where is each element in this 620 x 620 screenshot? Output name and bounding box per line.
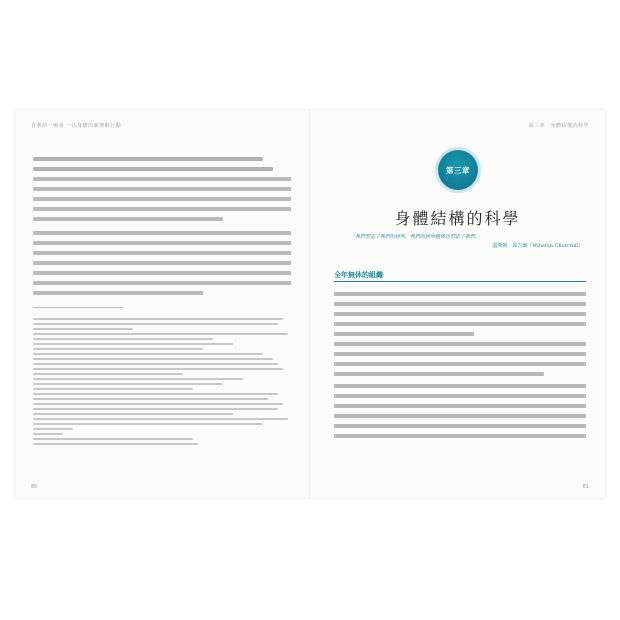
note-line	[33, 333, 288, 335]
body-text-line	[334, 292, 586, 296]
book-spread	[15, 110, 605, 498]
note-line	[33, 418, 288, 420]
note-line	[33, 393, 278, 395]
body-text-line	[33, 231, 291, 235]
right-page	[310, 110, 605, 498]
body-text-line	[33, 261, 291, 265]
left-page	[15, 110, 310, 498]
note-line	[33, 428, 73, 430]
note-line	[33, 438, 193, 440]
body-text-line	[334, 414, 586, 418]
section-rule	[334, 281, 586, 282]
note-line	[33, 378, 243, 380]
body-text-line	[334, 312, 586, 316]
note-line	[33, 348, 203, 350]
left-page-number: 80	[31, 484, 38, 490]
body-text-line	[33, 177, 291, 181]
right-running-head: 第三章 身體結構的科學	[528, 123, 589, 129]
body-text-line	[33, 217, 223, 221]
note-line	[33, 373, 183, 375]
note-line	[33, 398, 268, 400]
body-text-line	[334, 362, 586, 366]
body-text-line	[33, 197, 291, 201]
chapter-badge	[438, 150, 478, 190]
note-line	[33, 368, 283, 370]
epigraph-attribution: 溫斯頓．邱吉爾（Winston Churchill）	[492, 243, 583, 249]
body-text-line	[33, 207, 291, 211]
note-line	[33, 323, 278, 325]
left-running-head: 自我的一場身 一次身體的新理解行動	[31, 123, 122, 129]
epigraph: 「我們塑造了我們的居所，我們的居所隨後也塑造了我們。」	[350, 234, 483, 240]
note-line	[33, 403, 283, 405]
note-line	[33, 383, 223, 385]
section-heading: 全年無休的組織	[334, 271, 383, 279]
body-text-line	[33, 187, 291, 191]
note-line	[33, 358, 273, 360]
body-text-line	[33, 281, 291, 285]
chapter-badge-label: 第三章	[446, 165, 470, 175]
notes-divider	[33, 307, 123, 308]
body-text-line	[334, 322, 586, 326]
note-line	[33, 408, 278, 410]
note-line	[33, 433, 63, 435]
body-text-line	[334, 424, 586, 428]
note-line	[33, 338, 213, 340]
body-text-line	[33, 291, 203, 295]
note-line	[33, 363, 278, 365]
body-text-line	[334, 372, 544, 376]
note-line	[33, 353, 263, 355]
note-line	[33, 413, 233, 415]
body-text-line	[33, 271, 291, 275]
body-text-line	[33, 167, 273, 171]
note-line	[33, 328, 133, 330]
body-text-line	[334, 302, 586, 306]
body-text-line	[33, 241, 291, 245]
body-text-line	[33, 157, 263, 161]
note-line	[33, 318, 283, 320]
note-line	[33, 343, 233, 345]
chapter-title: 身體結構的科學	[394, 209, 521, 228]
body-text-line	[334, 404, 586, 408]
body-text-line	[334, 384, 586, 388]
body-text-line	[334, 394, 586, 398]
right-page-number: 81	[582, 484, 589, 490]
body-text-line	[334, 434, 586, 438]
body-text-line	[334, 342, 586, 346]
note-line	[33, 443, 198, 445]
body-text-line	[33, 251, 291, 255]
body-text-line	[334, 332, 474, 336]
note-line	[33, 388, 193, 390]
note-line	[33, 423, 263, 425]
body-text-line	[334, 352, 586, 356]
